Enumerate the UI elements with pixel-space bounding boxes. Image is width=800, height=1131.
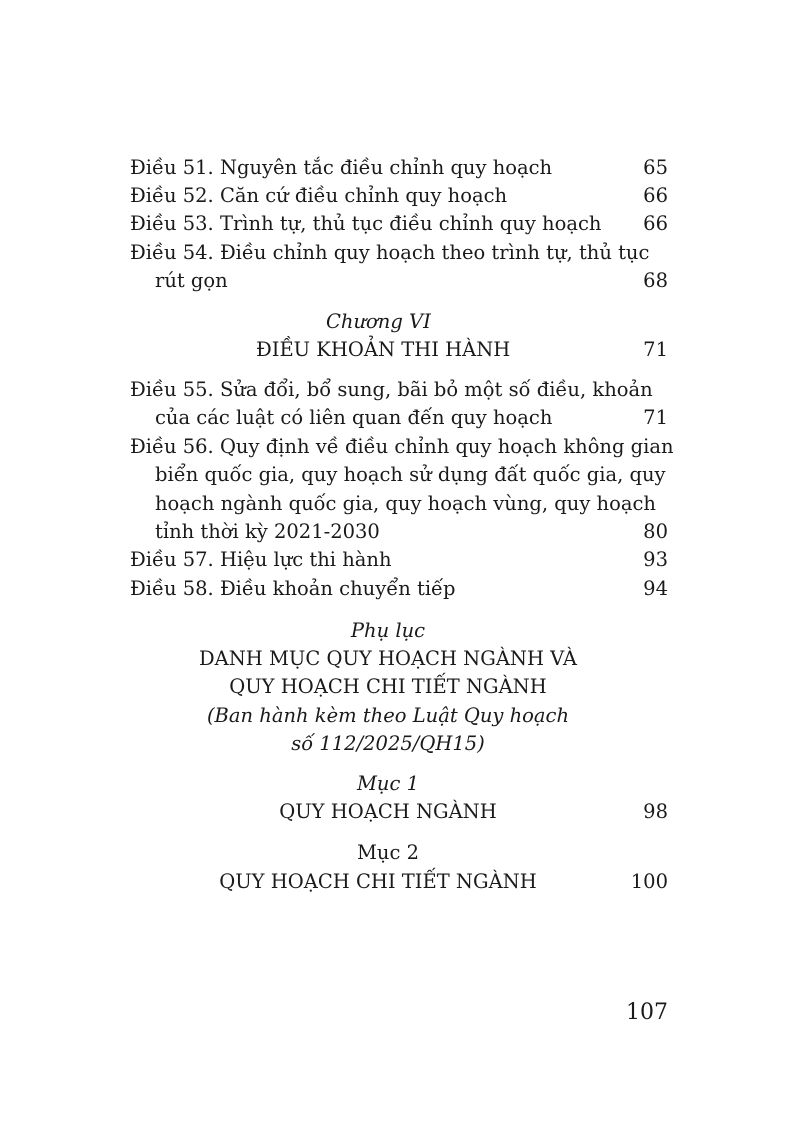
toc-entry-d51: Điều 51. Nguyên tắc điều chỉnh quy hoạch bbox=[130, 156, 553, 179]
chapter-label: Chương VI bbox=[326, 310, 431, 333]
toc-page-d57: 93 bbox=[643, 548, 668, 571]
toc-entry-d56-line4: tỉnh thời kỳ 2021-2030 bbox=[155, 520, 380, 543]
toc-page-d54: 68 bbox=[643, 269, 668, 292]
toc-entry-d53: Điều 53. Trình tự, thủ tục điều chỉnh quy hoạch bbox=[130, 212, 602, 235]
appendix-title-line1: DANH MỤC QUY HOẠCH NGÀNH VÀ bbox=[198, 647, 578, 670]
appendix-note-line1: (Ban hành kèm theo Luật Quy hoạch bbox=[206, 704, 570, 727]
section-1-title: QUY HOẠCH NGÀNH bbox=[279, 800, 497, 823]
toc-entry-d54-line1: Điều 54. Điều chỉnh quy hoạch theo trình tự, thủ tục bbox=[130, 241, 650, 264]
toc-page-d55: 71 bbox=[643, 406, 668, 429]
toc-page-d52: 66 bbox=[643, 184, 668, 207]
toc-page-section-2: 100 bbox=[630, 870, 668, 893]
section-2-label: Mục 2 bbox=[356, 841, 420, 864]
toc-page-d53: 66 bbox=[643, 212, 668, 235]
toc-page-d58: 94 bbox=[643, 577, 668, 600]
toc-entry-d57: Điều 57. Hiệu lực thi hành bbox=[130, 548, 392, 571]
section-1-label: Mục 1 bbox=[356, 772, 420, 795]
toc-page-d56: 80 bbox=[643, 520, 668, 543]
toc-page-d51: 65 bbox=[643, 156, 668, 179]
toc-entry-d55-line1: Điều 55. Sửa đổi, bổ sung, bãi bỏ một số điều, khoản bbox=[130, 378, 653, 401]
chapter-title: ĐIỀU KHOẢN THI HÀNH bbox=[256, 338, 511, 361]
toc-entry-d56-line2: biển quốc gia, quy hoạch sử dụng đất quốc gia, quy bbox=[155, 463, 666, 486]
appendix-note-line2: số 112/2025/QH15) bbox=[291, 732, 485, 755]
toc-entry-d54-line2: rút gọn bbox=[155, 269, 228, 292]
toc-entry-d56-line1: Điều 56. Quy định về điều chỉnh quy hoạch không gian bbox=[130, 435, 674, 458]
toc-entry-d52: Điều 52. Căn cứ điều chỉnh quy hoạch bbox=[130, 184, 508, 207]
appendix-title-line2: QUY HOẠCH CHI TIẾT NGÀNH bbox=[229, 675, 547, 698]
toc-page-section-1: 98 bbox=[643, 800, 668, 823]
page-number: 107 bbox=[626, 1000, 668, 1025]
section-2-title: QUY HOẠCH CHI TIẾT NGÀNH bbox=[219, 870, 537, 893]
toc-entry-d55-line2: của các luật có liên quan đến quy hoạch bbox=[155, 406, 553, 429]
appendix-label: Phụ lục bbox=[350, 619, 426, 642]
toc-entry-d56-line3: hoạch ngành quốc gia, quy hoạch vùng, quy hoạch bbox=[155, 492, 656, 515]
toc-page-chapter6: 71 bbox=[643, 338, 668, 361]
toc-entry-d58: Điều 58. Điều khoản chuyển tiếp bbox=[130, 577, 456, 600]
